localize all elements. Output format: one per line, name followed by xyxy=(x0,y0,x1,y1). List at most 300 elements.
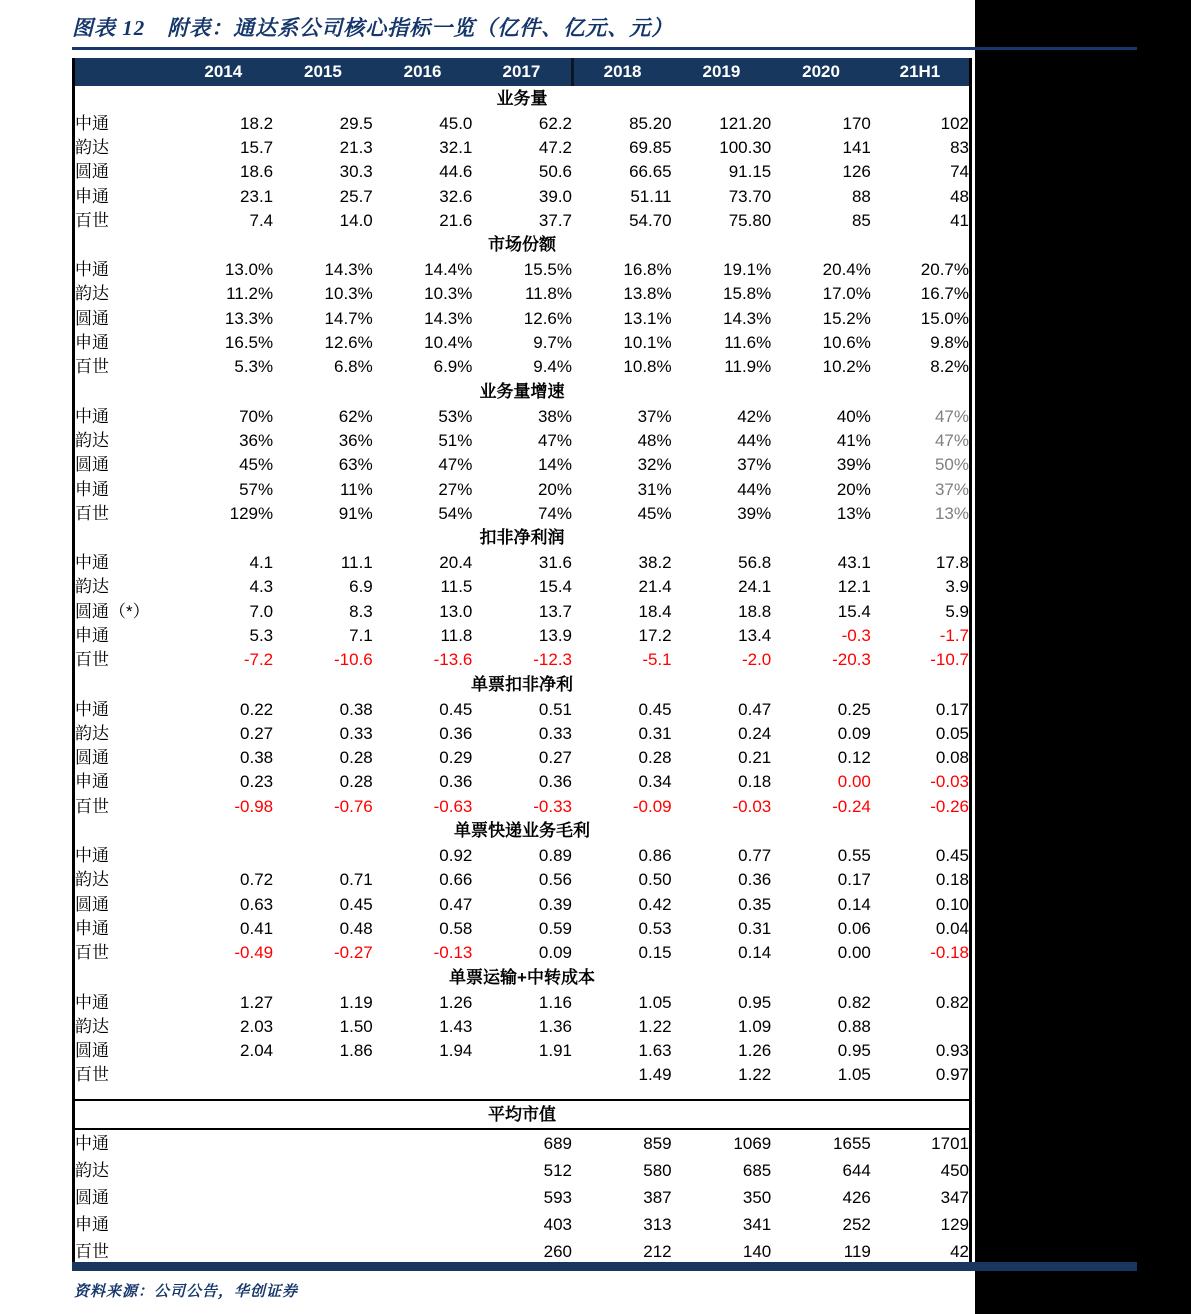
value-cell: -10.6 xyxy=(334,650,373,670)
value-cell: 0.72 xyxy=(240,870,274,890)
value-cell: -0.98 xyxy=(234,796,274,816)
value-cell xyxy=(373,1157,473,1184)
table-row xyxy=(74,257,971,281)
table-row xyxy=(74,648,971,672)
value-cell: 0.25 xyxy=(837,699,871,719)
value-cell: 83 xyxy=(950,137,969,157)
value-cell: 140 xyxy=(742,1242,772,1262)
company-label: 韵达 xyxy=(75,430,109,450)
value-cell: -5.1 xyxy=(642,650,672,670)
value-cell xyxy=(273,1184,373,1211)
value-cell: 0.59 xyxy=(538,918,572,938)
value-cell: 1.91 xyxy=(538,1041,572,1061)
value-cell: -0.03 xyxy=(930,772,969,792)
value-cell: 15.4 xyxy=(538,577,572,597)
value-cell: -0.26 xyxy=(930,796,969,816)
value-cell: -12.3 xyxy=(533,650,572,670)
value-cell: 1.63 xyxy=(638,1041,672,1061)
value-cell: 126 xyxy=(842,162,871,182)
value-cell: 7.4 xyxy=(249,210,274,230)
value-cell: 9.4% xyxy=(533,357,572,377)
value-cell: 11.8% xyxy=(525,284,572,304)
company-label: 圆通 xyxy=(75,894,109,914)
value-cell: 73.70 xyxy=(728,186,772,206)
value-cell: 252 xyxy=(842,1215,871,1235)
table-row xyxy=(74,1211,971,1238)
value-cell: 0.04 xyxy=(935,918,969,938)
value-cell: 47.2 xyxy=(538,137,572,157)
company-label: 百世 xyxy=(75,1242,109,1262)
value-cell: 13.0% xyxy=(224,260,274,280)
value-cell: -0.09 xyxy=(632,796,672,816)
value-cell: -0.24 xyxy=(832,796,871,816)
value-cell: 859 xyxy=(643,1134,672,1154)
value-cell: 45% xyxy=(637,503,672,523)
table-row xyxy=(74,306,971,330)
value-cell: 1.94 xyxy=(439,1041,473,1061)
value-cell: 1.05 xyxy=(638,992,672,1012)
value-cell: 0.17 xyxy=(935,699,969,719)
value-cell: 7.0 xyxy=(249,601,274,621)
value-cell: 0.22 xyxy=(240,699,274,719)
value-cell: -0.63 xyxy=(433,796,473,816)
value-cell: -20.3 xyxy=(832,650,871,670)
value-cell xyxy=(273,1211,373,1238)
value-cell: 0.50 xyxy=(638,870,672,890)
value-cell: 0.17 xyxy=(837,870,871,890)
value-cell: 4.1 xyxy=(249,553,274,573)
company-label: 中通 xyxy=(75,846,109,866)
value-cell: 0.36 xyxy=(439,723,473,743)
value-cell: -1.7 xyxy=(939,625,969,645)
value-cell: 212 xyxy=(643,1242,672,1262)
value-cell: 11.8 xyxy=(440,625,473,645)
value-cell: 15.2% xyxy=(822,308,871,328)
company-label: 申通 xyxy=(75,772,109,792)
company-label: 申通 xyxy=(75,186,109,206)
value-cell: 11.6% xyxy=(724,333,772,353)
value-cell: 37% xyxy=(637,406,672,426)
table-row xyxy=(74,428,971,452)
company-label: 申通 xyxy=(75,479,109,499)
value-cell: 0.97 xyxy=(935,1065,969,1085)
value-cell: 54.70 xyxy=(629,210,672,230)
value-cell: -0.03 xyxy=(732,796,772,816)
value-cell: 1.43 xyxy=(439,1016,473,1036)
value-cell: 0.38 xyxy=(240,748,274,768)
value-cell: 13% xyxy=(934,503,969,523)
value-cell: 0.47 xyxy=(439,894,473,914)
value-cell: -0.49 xyxy=(234,943,274,963)
section-header-row xyxy=(74,525,971,550)
value-cell: 62.2 xyxy=(538,113,572,133)
value-cell: 0.29 xyxy=(439,748,473,768)
value-cell: 1.09 xyxy=(738,1016,772,1036)
value-cell: 0.53 xyxy=(638,918,672,938)
value-cell: 2.04 xyxy=(240,1041,274,1061)
value-cell: 24.1 xyxy=(738,577,772,597)
value-cell: 13.9 xyxy=(538,625,572,645)
table-row xyxy=(74,623,971,647)
section-header-row xyxy=(74,379,971,404)
value-cell: 644 xyxy=(842,1161,871,1181)
value-cell: 341 xyxy=(742,1215,772,1235)
value-cell: 10.8% xyxy=(623,357,672,377)
value-cell: 62% xyxy=(338,406,373,426)
value-cell: 100.30 xyxy=(719,137,772,157)
company-label: 中通 xyxy=(75,113,109,133)
value-cell: 74% xyxy=(537,503,572,523)
value-cell: 11.1 xyxy=(340,553,373,573)
value-cell: -0.33 xyxy=(533,796,572,816)
value-cell: 53% xyxy=(438,406,473,426)
value-cell: 129 xyxy=(940,1215,969,1235)
metrics-table xyxy=(72,58,972,1268)
value-cell: 0.63 xyxy=(240,894,274,914)
table-row xyxy=(74,550,971,574)
value-cell: 0.82 xyxy=(935,992,969,1012)
value-cell: -10.7 xyxy=(930,650,969,670)
table-row xyxy=(74,941,971,965)
value-cell: 0.06 xyxy=(837,918,871,938)
year-header: 2020 xyxy=(771,58,871,86)
value-cell: 50.6 xyxy=(538,162,572,182)
value-cell: 21.6 xyxy=(439,210,473,230)
value-cell: 13.8% xyxy=(623,284,672,304)
table-row xyxy=(74,746,971,770)
value-cell: 85.20 xyxy=(629,113,672,133)
company-label: 韵达 xyxy=(75,870,109,890)
value-cell: 1.26 xyxy=(439,992,473,1012)
value-cell: 119 xyxy=(843,1242,871,1262)
value-cell: 44% xyxy=(737,479,772,499)
value-cell: 1.16 xyxy=(538,992,572,1012)
company-label: 百世 xyxy=(75,943,109,963)
value-cell: 5.3 xyxy=(249,625,274,645)
value-cell: 11.2% xyxy=(226,284,274,304)
value-cell: 450 xyxy=(940,1161,969,1181)
value-cell: 0.77 xyxy=(738,846,772,866)
table-row xyxy=(74,453,971,477)
section-header: 业务量增速 xyxy=(479,381,565,401)
company-label: 韵达 xyxy=(75,723,109,743)
value-cell: 32.6 xyxy=(439,186,473,206)
value-cell: 30.3 xyxy=(339,162,373,182)
year-header: 2016 xyxy=(373,58,473,86)
company-label: 申通 xyxy=(75,1215,109,1235)
value-cell: 70% xyxy=(239,406,274,426)
table-row xyxy=(74,1039,971,1063)
value-cell: 48% xyxy=(637,430,672,450)
value-cell: 350 xyxy=(742,1188,772,1208)
value-cell: 0.93 xyxy=(935,1041,969,1061)
value-cell xyxy=(174,1157,274,1184)
value-cell: 18.4 xyxy=(638,601,672,621)
value-cell: -2.0 xyxy=(741,650,772,670)
value-cell: 0.00 xyxy=(837,943,871,963)
value-cell: 47% xyxy=(934,406,969,426)
section-header-row xyxy=(74,1100,971,1129)
spacer-row xyxy=(74,1087,971,1100)
company-label: 中通 xyxy=(75,553,109,573)
value-cell: 38% xyxy=(537,406,572,426)
value-cell: 0.55 xyxy=(837,846,871,866)
value-cell: 18.2 xyxy=(240,113,274,133)
value-cell: 39% xyxy=(836,455,871,475)
source-note: 资料来源：公司公告，华创证券 xyxy=(74,1284,299,1300)
company-label: 申通 xyxy=(75,625,109,645)
value-cell: 43.1 xyxy=(837,553,871,573)
table-row xyxy=(74,697,971,721)
section-header: 业务量 xyxy=(496,89,548,108)
value-cell: 39.0 xyxy=(538,186,572,206)
value-cell: 1.27 xyxy=(240,992,274,1012)
value-cell: 41 xyxy=(950,210,969,230)
table-row xyxy=(74,770,971,794)
value-cell: 21.3 xyxy=(339,137,373,157)
value-cell: 14.7% xyxy=(324,308,373,328)
value-cell: 426 xyxy=(842,1188,871,1208)
value-cell: 0.24 xyxy=(738,723,772,743)
value-cell xyxy=(373,1129,473,1157)
value-cell: 0.89 xyxy=(538,846,572,866)
value-cell: 25.7 xyxy=(339,186,373,206)
company-label: 百世 xyxy=(75,796,109,816)
company-label: 中通 xyxy=(75,992,109,1012)
company-label: 申通 xyxy=(75,918,109,938)
value-cell: 18.6 xyxy=(240,162,274,182)
value-cell: 129% xyxy=(229,503,274,523)
value-cell: 36% xyxy=(338,430,373,450)
value-cell: 18.8 xyxy=(738,601,772,621)
company-label: 圆通（*） xyxy=(75,601,150,621)
table-row xyxy=(74,135,971,159)
value-cell: 0.28 xyxy=(339,772,373,792)
section-header: 平均市值 xyxy=(74,1100,971,1129)
value-cell: 44% xyxy=(737,430,772,450)
company-label: 韵达 xyxy=(75,577,109,597)
value-cell: 0.36 xyxy=(538,772,572,792)
value-cell: 15.7 xyxy=(240,137,274,157)
company-label: 圆通 xyxy=(75,455,109,475)
value-cell: 313 xyxy=(643,1215,672,1235)
value-cell: 14.0 xyxy=(339,210,373,230)
value-cell: 10.1% xyxy=(623,333,672,353)
value-cell: 10.3% xyxy=(324,284,373,304)
year-header: 2014 xyxy=(174,58,274,86)
value-cell: -0.27 xyxy=(334,943,373,963)
value-cell xyxy=(174,843,274,867)
value-cell: 0.00 xyxy=(837,772,871,792)
value-cell: 8.2% xyxy=(930,357,969,377)
value-cell: 14.3% xyxy=(723,308,772,328)
value-cell: 13.7 xyxy=(538,601,572,621)
year-header: 2019 xyxy=(672,58,772,86)
value-cell: 1.36 xyxy=(538,1016,572,1036)
value-cell: 0.35 xyxy=(738,894,772,914)
value-cell: 5.3% xyxy=(234,357,274,377)
value-cell: 10.6% xyxy=(822,333,871,353)
value-cell: 29.5 xyxy=(339,113,373,133)
value-cell: 0.56 xyxy=(538,870,572,890)
value-cell: 0.28 xyxy=(339,748,373,768)
table-row xyxy=(74,184,971,208)
value-cell xyxy=(373,1184,473,1211)
company-label: 百世 xyxy=(75,1065,109,1085)
value-cell: 91% xyxy=(338,503,373,523)
value-cell: 403 xyxy=(543,1215,572,1235)
value-cell: 0.33 xyxy=(538,723,572,743)
section-header: 单票运输+中转成本 xyxy=(449,967,595,987)
value-cell xyxy=(273,1129,373,1157)
value-cell: 387 xyxy=(643,1188,672,1208)
company-label: 中通 xyxy=(75,699,109,719)
value-cell: 0.45 xyxy=(638,699,672,719)
value-cell: 4.3 xyxy=(249,577,274,597)
value-cell: 1.22 xyxy=(738,1065,772,1085)
year-header-row xyxy=(74,58,971,86)
value-cell: 0.95 xyxy=(837,1041,871,1061)
value-cell: 85 xyxy=(851,210,871,230)
value-cell: 11% xyxy=(339,479,373,499)
value-cell: 1069 xyxy=(733,1134,772,1154)
value-cell: 54% xyxy=(438,503,473,523)
company-label: 韵达 xyxy=(75,1161,109,1181)
value-cell: 0.27 xyxy=(538,748,572,768)
value-cell: 17.8 xyxy=(935,553,969,573)
company-label: 圆通 xyxy=(75,308,109,328)
value-cell: 593 xyxy=(543,1188,572,1208)
table-row xyxy=(74,990,971,1014)
value-cell: 170 xyxy=(842,113,871,133)
value-cell: 12.1 xyxy=(837,577,871,597)
value-cell: 42% xyxy=(737,406,772,426)
value-cell: 0.33 xyxy=(339,723,373,743)
section-header-row xyxy=(74,818,971,843)
value-cell: 1.50 xyxy=(339,1016,373,1036)
value-cell: 0.58 xyxy=(439,918,473,938)
table-row xyxy=(74,477,971,501)
value-cell: 11.5 xyxy=(440,577,473,597)
table-row xyxy=(74,355,971,379)
value-cell: 0.18 xyxy=(935,870,969,890)
value-cell: 0.48 xyxy=(339,918,373,938)
value-cell: 13.3% xyxy=(224,308,274,328)
title-underline-rule xyxy=(72,47,1137,50)
value-cell: 48 xyxy=(950,186,969,206)
value-cell: 102 xyxy=(940,113,969,133)
value-cell: 36% xyxy=(239,430,274,450)
value-cell: 32% xyxy=(637,455,672,475)
value-cell: 31.6 xyxy=(538,553,572,573)
value-cell: 16.7% xyxy=(920,284,969,304)
value-cell: 14.3% xyxy=(424,308,473,328)
value-cell: 689 xyxy=(543,1134,572,1154)
value-cell: 0.36 xyxy=(738,870,772,890)
value-cell: 51% xyxy=(438,430,473,450)
table-row xyxy=(74,1157,971,1184)
value-cell: 14.3% xyxy=(324,260,373,280)
value-cell: 37% xyxy=(737,455,772,475)
company-label: 韵达 xyxy=(75,1016,109,1036)
company-label: 圆通 xyxy=(75,1188,109,1208)
table-row xyxy=(74,1014,971,1038)
value-cell: 0.31 xyxy=(638,723,672,743)
table-row xyxy=(74,208,971,232)
value-cell: 1701 xyxy=(931,1134,969,1154)
section-header-row xyxy=(74,672,971,697)
value-cell: 37.7 xyxy=(538,210,572,230)
company-label: 申通 xyxy=(75,333,109,353)
value-cell: 88 xyxy=(851,186,871,206)
value-cell: 41% xyxy=(836,430,871,450)
value-cell: 0.18 xyxy=(738,772,772,792)
value-cell: -0.3 xyxy=(841,625,871,645)
value-cell: 0.82 xyxy=(837,992,871,1012)
value-cell: 512 xyxy=(543,1161,572,1181)
value-cell: 32.1 xyxy=(439,137,473,157)
value-cell: 0.23 xyxy=(240,772,274,792)
value-cell: 260 xyxy=(543,1242,572,1262)
value-cell: 141 xyxy=(842,137,871,157)
value-cell: 91.15 xyxy=(728,162,772,182)
value-cell: 2.03 xyxy=(240,1016,274,1036)
value-cell: 15.4 xyxy=(837,601,871,621)
value-cell: 39% xyxy=(737,503,772,523)
value-cell: 21.4 xyxy=(638,577,672,597)
table-row xyxy=(74,1129,971,1157)
table-row xyxy=(74,721,971,745)
value-cell: 9.7% xyxy=(533,333,572,353)
value-cell: 685 xyxy=(742,1161,772,1181)
section-header: 单票扣非净利 xyxy=(471,674,573,694)
value-cell: 0.71 xyxy=(339,870,373,890)
value-cell: 45.0 xyxy=(439,113,473,133)
value-cell: 0.09 xyxy=(837,723,871,743)
value-cell: 47% xyxy=(537,430,572,450)
value-cell: 66.65 xyxy=(629,162,672,182)
value-cell: 0.38 xyxy=(339,699,373,719)
year-header: 21H1 xyxy=(871,58,971,86)
company-label: 圆通 xyxy=(75,748,109,768)
table-row xyxy=(74,330,971,354)
value-cell: 0.41 xyxy=(240,918,274,938)
table-row xyxy=(74,892,971,916)
value-cell: 1.22 xyxy=(638,1016,672,1036)
value-cell: 20.4% xyxy=(822,260,871,280)
value-cell xyxy=(174,1211,274,1238)
value-cell: -0.18 xyxy=(930,943,969,963)
value-cell: 12.6% xyxy=(324,333,373,353)
value-cell: 27% xyxy=(438,479,473,499)
section-header-row xyxy=(74,86,971,111)
value-cell xyxy=(273,1157,373,1184)
section-header-row xyxy=(74,965,971,990)
value-cell: 19.1% xyxy=(723,260,772,280)
value-cell: 23.1 xyxy=(240,186,274,206)
table-bottom-rule xyxy=(72,1262,1137,1271)
value-cell: 0.21 xyxy=(738,748,772,768)
company-label: 百世 xyxy=(75,210,109,230)
value-cell: 347 xyxy=(940,1188,969,1208)
table-row xyxy=(74,575,971,599)
year-header: 2017 xyxy=(472,58,572,86)
value-cell: 14.4% xyxy=(424,260,473,280)
company-label: 圆通 xyxy=(75,1041,109,1061)
value-cell: 74 xyxy=(950,162,969,182)
value-cell: 5.9 xyxy=(945,601,969,621)
value-cell: -0.76 xyxy=(334,796,373,816)
